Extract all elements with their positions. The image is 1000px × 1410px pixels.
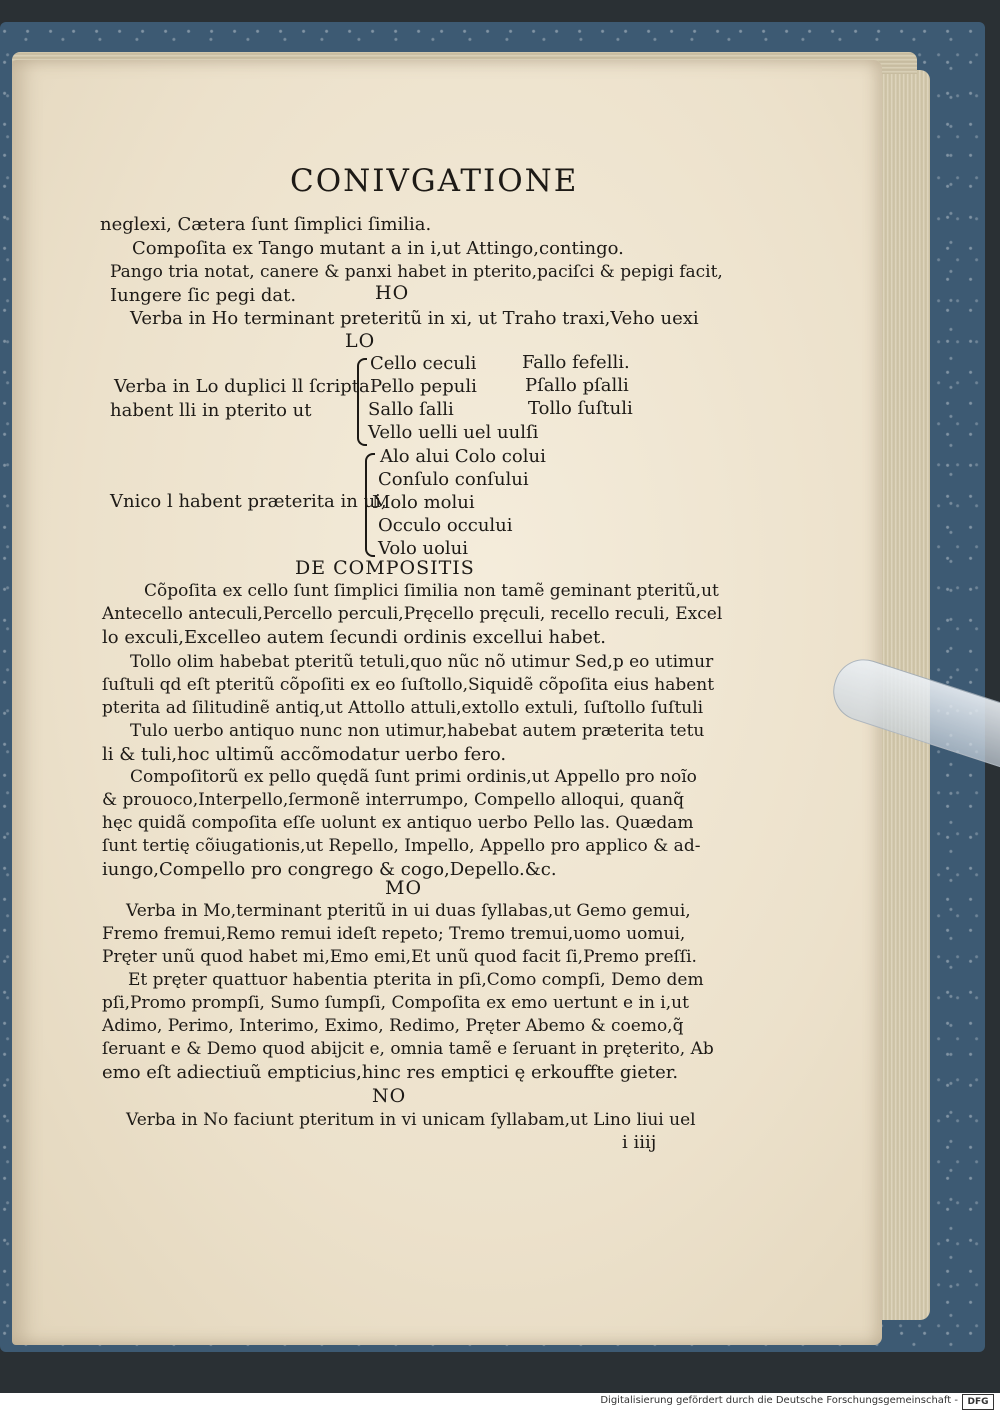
text-line: neglexi, Cætera ſunt ſimplici ſimilia. <box>100 214 432 235</box>
text-line: Fremo fremui,Remo remui ideſt repeto; Tremo tremui,uomo uomui, <box>102 924 686 944</box>
brace <box>357 358 367 446</box>
text-line: Adimo, Perimo, Interimo, Eximo, Redimo, Pręter Abemo & coemo,q̃ <box>102 1016 684 1036</box>
lo-verb: Fallo fefelli. <box>522 352 630 373</box>
text-line: Antecello anteculi,Percello perculi,Pręcello pręculi, recello reculi, Excel <box>102 604 723 624</box>
text-line: Tollo olim habebat pteritũ tetuli,quo nũc nõ utimur Sed,p eo utimur <box>130 652 714 672</box>
vnico-verb: Volo uolui <box>378 538 469 559</box>
vnico-rule: Vnico l habent præterita in ui, <box>110 491 387 512</box>
text-line: ſeruant e & Demo quod abijcit e, omnia tamẽ e ſeruant in pręterito, Ab <box>102 1039 714 1059</box>
text-line: pſi,Promo prompſi, Sumo ſumpſi, Compoſita ex emo uertunt e in i,ut <box>102 993 689 1013</box>
lo-verb: Sallo ſalli <box>368 399 454 420</box>
text-line: ſuſtuli qd eſt pteritũ cõpoſiti ex eo ſuſtollo,Siquidẽ cõpoſita eius habent <box>102 675 715 695</box>
text-line: Verba in No faciunt pteritum in vi unicam ſyllabam,ut Lino liui uel <box>126 1110 696 1130</box>
heading-mo: MO <box>385 877 423 899</box>
text-line: Pango tria notat, canere & panxi habet in pterito,paciſci & pepigi facit, <box>110 262 723 282</box>
heading-de-compositis: DE COMPOSITIS <box>295 557 475 579</box>
heading-lo: LO <box>345 330 376 352</box>
text-line: Cõpoſita ex cello ſunt ſimplici ſimilia non tamẽ geminant pteritũ,ut <box>144 581 719 601</box>
text-line: & prouoco,Interpello,ſermonẽ interrumpo, Compello alloqui, quanq̃ <box>102 790 684 810</box>
lo-verb: Pello pepuli <box>370 376 477 397</box>
text-line: emo eſt adiectiuũ empticius,hinc res emptici ę erkouffte gieter. <box>102 1062 679 1083</box>
text-line: Et pręter quattuor habentia pterita in pſi,Como compſi, Demo dem <box>128 970 704 990</box>
vnico-verb: Alo alui Colo colui <box>380 446 546 467</box>
text-line: Tulo uerbo antiquo nunc non utimur,habebat autem præterita tetu <box>130 721 705 741</box>
lo-verb: Cello ceculi <box>370 353 477 374</box>
text-line: Compoſitorũ ex pello quędã ſunt primi ordinis,ut Appello pro noĩo <box>130 767 697 787</box>
lo-verb: Vello uelli uel uulſi <box>368 422 539 443</box>
heading-no: NO <box>372 1085 407 1107</box>
text-line: iungo,Compello pro congrego & cogo,Depello.&c. <box>102 859 557 880</box>
text-line: Compoſita ex Tango mutant a in i,ut Attingo,contingo. <box>132 238 624 259</box>
lo-verb: Tollo ſuſtuli <box>528 398 633 419</box>
running-head: CONIVGATIONE <box>290 163 579 199</box>
text-line: Iungere ſic pegi dat. <box>110 285 297 306</box>
footer-credit: Digitalisierung gefördert durch die Deutsche Forschungsgemeinschaft - <box>600 1395 958 1406</box>
heading-ho: HO <box>375 282 410 304</box>
lo-rule-line: habent lli in pterito ut <box>110 400 312 421</box>
text-line: ſunt tertię cõiugationis,ut Repello, Impello, Appello pro applico & ad- <box>102 836 701 856</box>
lo-rule-line: Verba in Lo duplici ll ſcripta <box>114 376 370 397</box>
text-line: li & tuli,hoc ultimũ accõmodatur uerbo fero. <box>102 744 507 765</box>
text-line: Pręter unũ quod habet mi,Emo emi,Et unũ quod facit ſi,Premo preſſi. <box>102 947 697 967</box>
vnico-verb: Molo molui <box>372 492 475 513</box>
text-line: Verba in Mo,terminant pteritũ in ui duas ſyllabas,ut Gemo gemui, <box>126 901 691 921</box>
text-line: Verba in Ho terminant preteritũ in xi, ut Traho traxi,Veho uexi <box>130 308 699 329</box>
text-line: hęc quidã compoſita eſſe uolunt ex antiquo uerbo Pello las. Quædam <box>102 813 694 833</box>
text-line: pterita ad ſilitudinẽ antiq,ut Attollo attuli,extollo extuli, ſuſtollo ſuſtuli <box>102 698 704 718</box>
lo-verb: Pſallo pſalli <box>525 375 629 396</box>
vnico-verb: Occulo occului <box>378 515 513 536</box>
text-line: lo exculi,Excelleo autem ſecundi ordinis excellui habet. <box>102 627 606 648</box>
signature-mark: i iiij <box>622 1132 657 1153</box>
vnico-verb: Conſulo conſului <box>378 469 529 490</box>
dfg-logo: DFG <box>962 1394 994 1410</box>
